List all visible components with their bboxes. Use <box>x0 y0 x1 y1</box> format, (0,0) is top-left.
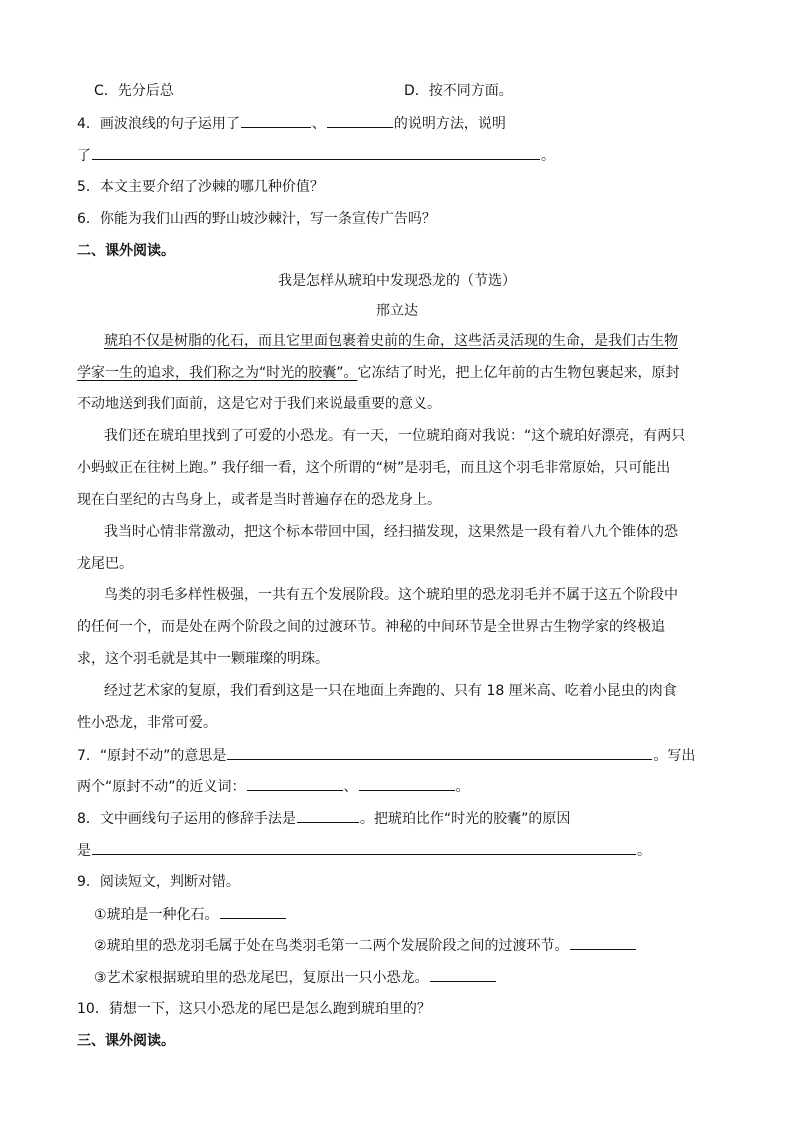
para3-line1: 我当时心情非常激动，把这个标本带回中国，经扫描发现，这果然是一段有着八九个锥体的恐 <box>104 524 678 540</box>
question-9: 9．阅读短文，判断对错。 <box>77 874 240 890</box>
answer-blank[interactable] <box>92 840 636 855</box>
para4-line3: 求，这个羽毛就是其中一颗璀璨的明珠。 <box>77 651 329 667</box>
underlined-sentence: 学家一生的追求，我们称之为“时光的胶囊”。 <box>77 365 358 381</box>
answer-blank[interactable] <box>220 904 286 919</box>
para2-line2: 小蚂蚁正在往树上跑。” 我仔细一看，这个所谓的“树”是羽毛，而且这个羽毛非常原始，只可能出 <box>77 460 671 476</box>
question-7 <box>77 745 695 766</box>
question-6: 6．你能为我们山西的野山坡沙棘汁，写一条宣传广告吗？ <box>77 211 436 227</box>
para5-line2: 性小恐龙，非常可爱。 <box>77 715 217 731</box>
option-d: D．按不同方面。 <box>404 83 513 99</box>
question-8-text-a: 8．文中画线句子运用的修辞手法是 <box>77 811 296 827</box>
question-9-item-2 <box>94 935 637 956</box>
para1-line2-rest: 它冻结了时光，把上亿年前的古生物包裹起来，原封 <box>357 365 680 381</box>
answer-blank[interactable] <box>430 967 496 982</box>
para2-line1: 我们还在琥珀里找到了可爱的小恐龙。有一天，一位琥珀商对我说：“这个琥珀好漂亮，有两只 <box>104 428 686 444</box>
answer-blank[interactable] <box>247 776 343 791</box>
question-8-text-b: 。把琥珀比作“时光的胶囊”的原因 <box>359 811 571 827</box>
underlined-sentence: 琥珀不仅是树脂的化石，而且它里面包裹着史前的生命，这些活灵活现的生命，是我们古生物 <box>104 333 678 349</box>
question-8-line2 <box>77 840 651 861</box>
question-8 <box>77 808 570 829</box>
item-text: 琥珀里的恐龙羽毛属于处在鸟类羽毛第一二两个发展阶段之间的过渡环节。 <box>106 938 569 954</box>
para1-line3: 不动地送到我们面前，这是它对于我们来说最重要的意义。 <box>77 396 441 412</box>
question-4 <box>77 113 506 134</box>
item-marker: ① <box>94 907 107 923</box>
answer-blank[interactable] <box>241 113 311 128</box>
question-4-text-a: 4．画波浪线的句子运用了 <box>77 116 240 132</box>
question-7-text-c: 两个“原封不动”的近义词： <box>77 779 246 795</box>
question-4-text-b: 、 <box>311 116 326 132</box>
question-7-line2 <box>77 776 470 797</box>
question-8-text-d: 。 <box>637 843 651 859</box>
question-7-text-d: 、 <box>343 779 358 795</box>
answer-blank[interactable] <box>570 935 636 950</box>
para4-line1: 鸟类的羽毛多样性极强，一共有五个发展阶段。这个琥珀里的恐龙羽毛并不属于这五个阶段中 <box>104 587 678 603</box>
item-text: 琥珀是一种化石。 <box>106 907 219 923</box>
question-7-text-a: 7．“原封不动”的意思是 <box>77 748 227 764</box>
question-8-text-c: 是 <box>77 843 91 859</box>
question-7-text-e: 。 <box>455 779 470 795</box>
answer-blank[interactable] <box>227 745 652 760</box>
question-10: 10．猜想一下，这只小恐龙的尾巴是怎么跑到琥珀里的？ <box>77 1001 431 1017</box>
para2-line3: 现在白垩纪的古鸟身上，或者是当时普遍存在的恐龙身上。 <box>77 492 441 508</box>
para1-line2 <box>77 363 680 383</box>
para3-line2: 龙尾巴。 <box>77 556 133 572</box>
answer-blank[interactable] <box>359 776 455 791</box>
answer-blank[interactable] <box>327 113 393 128</box>
para1-line1 <box>104 331 678 351</box>
option-c: C．先分后总 <box>94 83 174 99</box>
item-text: 艺术家根据琥珀里的恐龙尾巴，复原出一只小恐龙。 <box>106 970 429 986</box>
question-4-text-e: 。 <box>541 148 555 164</box>
para5-line1: 经过艺术家的复原，我们看到这是一只在地面上奔跑的、只有 18 厘米高、吃着小昆虫的肉食 <box>104 683 677 699</box>
question-4-line2 <box>77 145 555 166</box>
section-heading-2: 二、课外阅读。 <box>77 243 175 259</box>
article-title: 我是怎样从琥珀中发现恐龙的（节选） <box>278 273 516 289</box>
question-7-text-b: 。写出 <box>653 748 696 764</box>
question-5: 5．本文主要介绍了沙棘的哪几种价值？ <box>77 179 324 195</box>
article-author: 邢立达 <box>376 303 418 319</box>
question-4-text-c: 的说明方法，说明 <box>393 116 506 132</box>
question-9-item-1 <box>94 904 287 925</box>
answer-blank[interactable] <box>92 145 540 160</box>
para4-line2: 的任何一个，而是处在两个阶段之间的过渡环节。神秘的中间环节是全世界古生物学家的终极追 <box>77 619 665 635</box>
question-9-item-3 <box>94 967 497 988</box>
item-marker: ③ <box>94 970 107 986</box>
section-heading-3: 三、课外阅读。 <box>77 1033 175 1049</box>
item-marker: ② <box>94 938 107 954</box>
answer-blank[interactable] <box>297 808 359 823</box>
question-4-text-d: 了 <box>77 148 91 164</box>
